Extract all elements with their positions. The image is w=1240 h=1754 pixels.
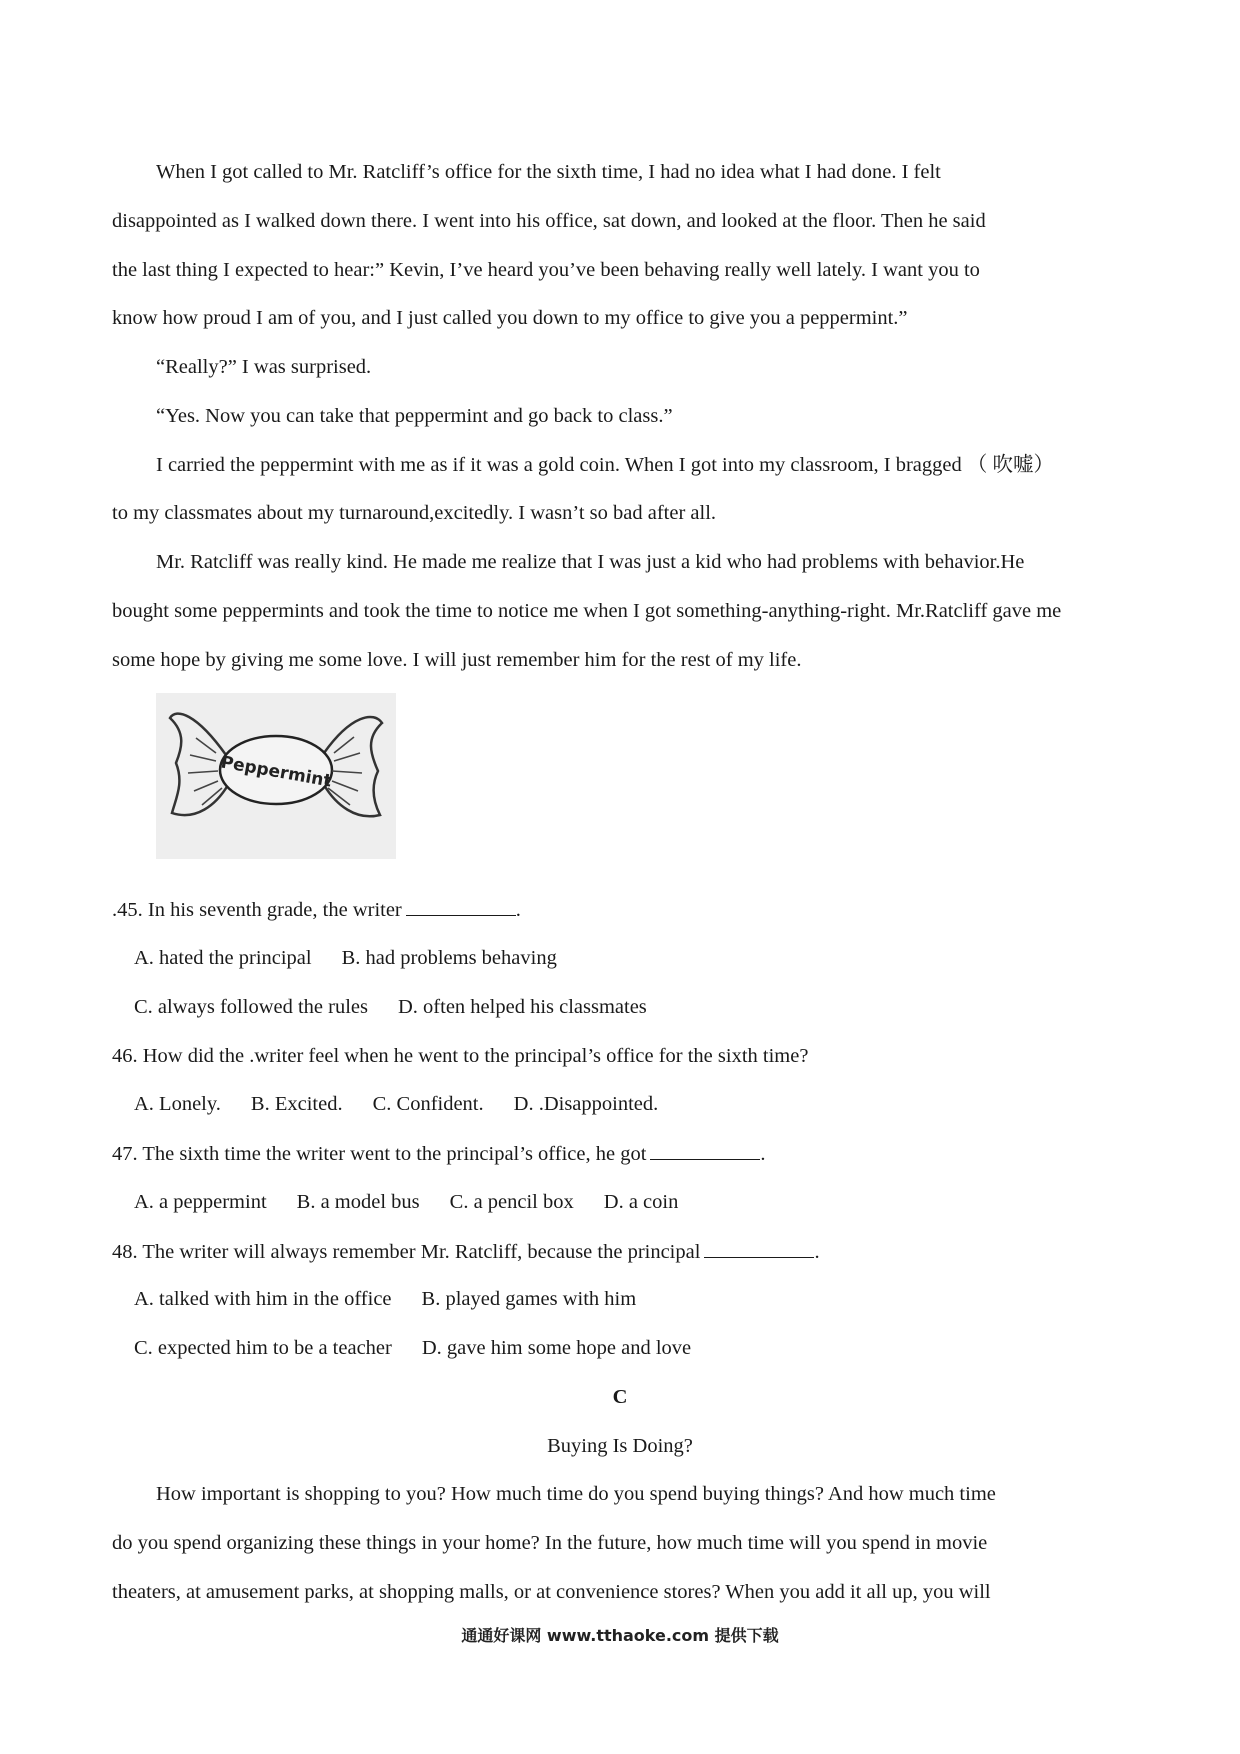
paragraph-line: do you spend organizing these things in your home? In the future, how much time will you spend in movie xyxy=(112,1532,988,1554)
options-row xyxy=(134,1334,691,1362)
paragraph-line: “Yes. Now you can take that peppermint and go back to class.” xyxy=(156,405,673,427)
option-b: B. played games with him xyxy=(421,1288,637,1310)
options-row xyxy=(134,1090,658,1118)
option-c: C. expected him to be a teacher xyxy=(134,1337,392,1359)
options-row xyxy=(134,1188,678,1216)
option-c: C. Confident. xyxy=(372,1093,484,1115)
question-47: 47. The sixth time the writer went to the principal’s office, he got . xyxy=(112,1139,766,1168)
question-46 xyxy=(112,1042,808,1070)
paragraph-line: “Really?” I was surprised. xyxy=(156,356,372,378)
answer-blank xyxy=(406,895,516,916)
question-stem: 48. The writer will always remember Mr. Ratcliff, because the principal xyxy=(112,1241,701,1263)
option-d: D. a coin xyxy=(603,1191,679,1213)
question-stem: .45. In his seventh grade, the writer xyxy=(112,899,402,921)
answer-blank xyxy=(704,1237,814,1258)
question-48: 48. The writer will always remember Mr. Ratcliff, because the principal . xyxy=(112,1237,820,1266)
footer-watermark: 通通好课网 www.tthaoke.com 提供下载 xyxy=(461,1626,779,1645)
paragraph-line: the last thing I expected to hear:” Kevin, I’ve heard you’ve been behaving really well lately. I want you to xyxy=(112,259,980,281)
question-45: .45. In his seventh grade, the writer . xyxy=(112,895,521,924)
section-letter: C xyxy=(612,1386,628,1408)
candy-icon xyxy=(156,693,396,859)
paragraph-line: bought some peppermints and took the time to notice me when I got something-anything-right. Mr.Ratcliff gave me xyxy=(112,600,1062,622)
option-b: B. had problems behaving xyxy=(341,947,557,969)
paragraph-line: to my classmates about my turnaround,excitedly. I wasn’t so bad after all. xyxy=(112,502,717,524)
paragraph-line: know how proud I am of you, and I just called you down to my office to give you a peppermint.” xyxy=(112,307,908,329)
question-stem: 46. How did the .writer feel when he went to the principal’s office for the sixth time? xyxy=(112,1045,809,1067)
option-c: C. always followed the rules xyxy=(134,996,368,1018)
options-row xyxy=(134,1285,636,1313)
option-b: B. a model bus xyxy=(296,1191,420,1213)
paragraph-line: disappointed as I walked down there. I went into his office, sat down, and looked at the floor. Then he said xyxy=(112,210,986,232)
option-d: D. gave him some hope and love xyxy=(421,1337,692,1359)
paragraph-line: theaters, at amusement parks, at shopping malls, or at convenience stores? When you add it all up, you will xyxy=(112,1581,991,1603)
option-a: A. a peppermint xyxy=(134,1191,267,1213)
candy-label: Peppermint xyxy=(219,752,334,792)
option-d: D. .Disappointed. xyxy=(513,1093,659,1115)
option-a: A. hated the principal xyxy=(134,947,312,969)
paragraph-line: some hope by giving me some love. I will just remember him for the rest of my life. xyxy=(112,649,802,671)
answer-blank xyxy=(650,1139,760,1160)
peppermint-image xyxy=(156,693,396,859)
paragraph-line: Mr. Ratcliff was really kind. He made me realize that I was just a kid who had problems with behavior.He xyxy=(156,551,1025,573)
paragraph-line: I carried the peppermint with me as if it was a gold coin. When I got into my classroom, I bragged （ 吹嘘） xyxy=(156,454,1054,476)
paragraph-line: When I got called to Mr. Ratcliff’s office for the sixth time, I had no idea what I had done. I felt xyxy=(156,161,941,183)
passage-title: Buying Is Doing? xyxy=(547,1435,693,1457)
option-d: D. often helped his classmates xyxy=(398,996,647,1018)
option-a: A. talked with him in the office xyxy=(134,1288,392,1310)
question-stem: 47. The sixth time the writer went to the principal’s office, he got xyxy=(112,1143,647,1165)
paragraph-line: How important is shopping to you? How much time do you spend buying things? And how much time xyxy=(156,1483,996,1505)
option-c: C. a pencil box xyxy=(449,1191,574,1213)
option-a: A. Lonely. xyxy=(134,1093,221,1115)
option-b: B. Excited. xyxy=(250,1093,343,1115)
options-row xyxy=(134,944,557,972)
options-row xyxy=(134,993,647,1021)
